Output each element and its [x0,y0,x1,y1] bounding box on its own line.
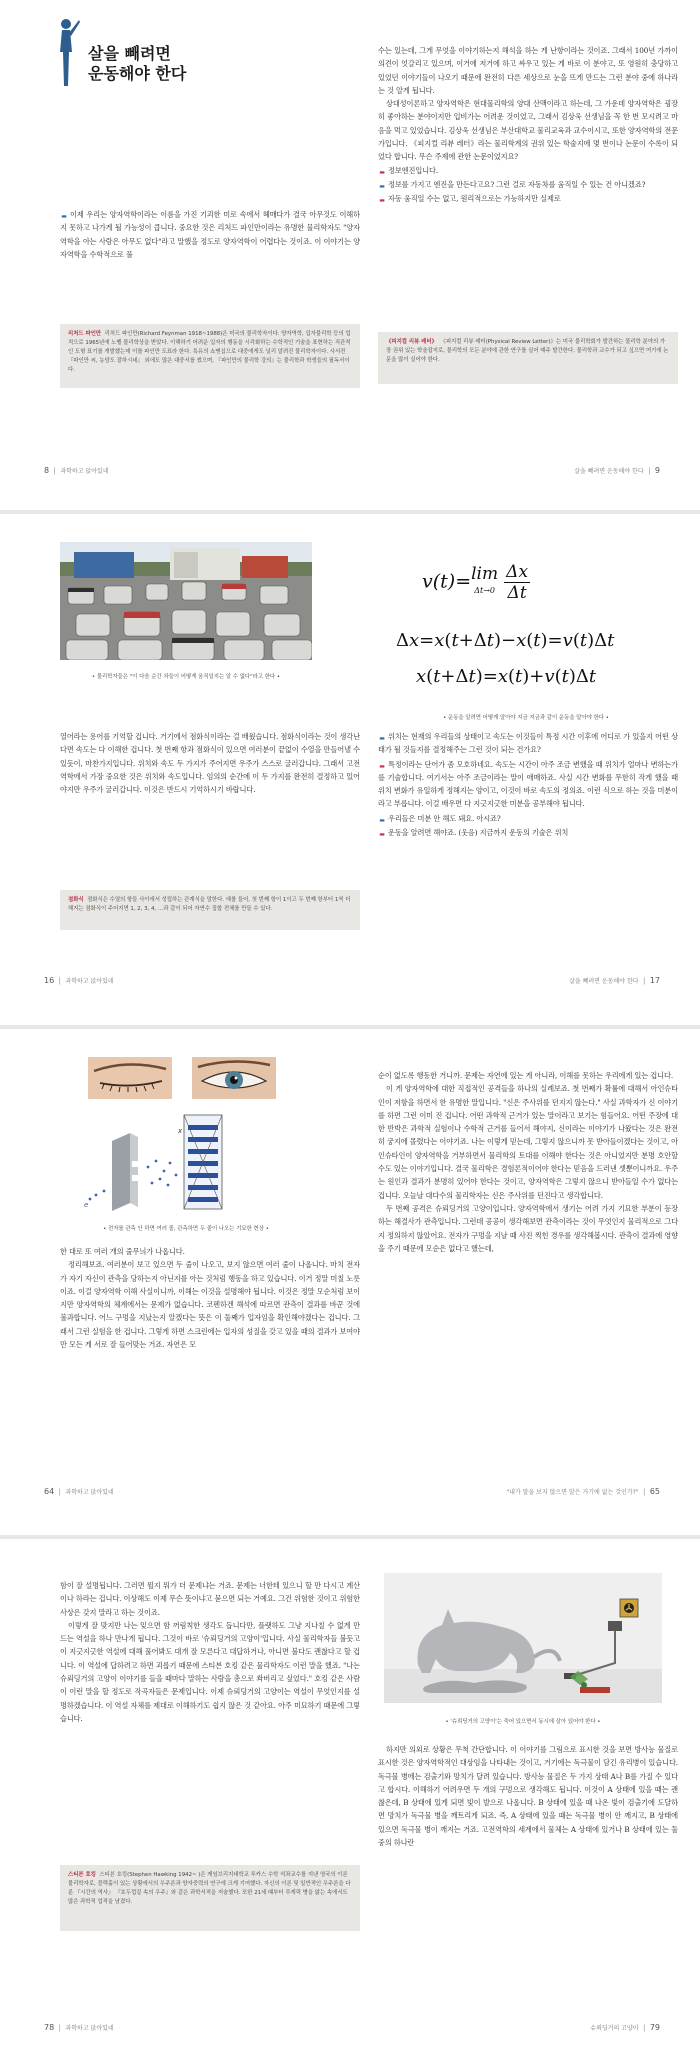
page-folio-right: "내가 말을 보지 않으면 말은 거기에 없는 것인가?" │ 65 [506,1487,660,1496]
book-title-running-head: 과학하고 앉아있네 [65,1489,114,1496]
blue-speaker-marker-icon: ▬ [379,735,385,742]
chapter-running-head: 살을 빼려면 운동해야 한다 [574,468,644,475]
page-number: 16 [44,976,55,985]
page-number: 65 [649,1487,660,1496]
page-folio-right: 살을 빼려면 운동해야 한다 │ 17 [569,976,660,985]
left-body-paragraph-2: 이렇게 잘 맞지만 나는 잊으면 함 꺼림칙한 생각도 듭니다만, 플랫하도 그냥 지나칠 수 없게 만드는 역설을 하나 만나게 됩니다. 그것이 바로 '슈뢰딩거의 고양이'입니다. 사실 물리학자들 불듯고 이 지긋지긋한 역설에 대해 풀어봐도 대개 잘 모른다고 대답하거나, 아니면 불다도 괜찮다고 할 겁니다. 이 역설에 답하려고 하면 괴롭기 때문에 스티븐 호킹 같은 물리학자도 이런 말을 했죠. "나는 슈뢰딩거의 고양이 이야기를 들을 때마다 말하는 사람을 총으로 쏴버리고 싶었다." 호킹 같은 사람이 이런 말을 할 정도로 작곡자들은 문제입니다. 이제 슈뢰딩거의 고양이는 역설이 무엇인지를 설명하겠습니다. 이 역설 자체를 제대로 이해하기도 쉽지 않은 것 같아요. 아주 미묘하기 때문에 그렇습니다. [60,1620,360,1723]
dialogue-line: 자동 움직일 수는 없고, 원리적으로는 가능하지만 실제로 [388,194,561,204]
blue-speaker-marker-icon: ▬ [61,213,67,220]
footnote-text: 《피지컬 리뷰 레터(Physical Review Letter)》는 미국 물리학회가 발간하는 물리학 분야의 가장 권위 있는 학술잡지로, 물리학의 모든 분야에 관한 연구를 실어 매주 발간한다. 물리학과 교수가 되고 싶으면 여기에 논문을 많이 실어야 한다. [386,339,669,363]
dialogue-line: 위치는 현재의 우리들의 상태이고 속도는 이것들이 특정 시간 이후에 어디로 가 있을지 어떤 상태가 될 것들지를 결정해주는 그런 것이 되는 건가요? [378,732,678,755]
page-folio-left: 78 │ 과학하고 앉아있네 [44,2023,114,2032]
spread-2 [0,514,700,1025]
left-body-paragraph-2: 정리해보죠. 여러분이 보고 있으면 두 줄이 나오고, 보지 않으면 여러 줄이 나옵니다. 마치 전자가 자기 자신이 관측을 당하는지 아닌지를 아는 것처럼 행동을 하고 있습니다. 이거 정말 미칠 노릇이죠. 이걸 양자역학 이해 사실이니까, 이해는 이것을 설명해야 됩니다. 이것은 정말 모순처럼 보이지만 양자역학의 체계에서는 문제가 없습니다. 코펜하겐 해석에 따르면 관측이 결과를 바꾼 것에 불과합니다. 어느 구멍을 지났는지 알겠다는 뜻은 이 둘째가 입자임을 확인해야겠다는 겁니다. 그래서 그런 실험을 한 겁니다. 그렇게 하면 스크린에는 입자의 성질을 갖고 있을 때의 결과가 보여야만 모든 게 서로 잘 들어맞는 거죠. 자연은 모 [60,1260,360,1350]
page-number: 8 [44,466,50,475]
right-body-paragraph: 하지만 의외로 상황은 무척 간단합니다. 이 이야기를 그림으로 표시한 것을 보면 방사능 물질로 표시한 것은 양자역학적인 대상임을 나타내는 것이고, 거기에는 독극물이 담긴 유리병이 있습니다. 독극물 병에는 검출기와 망치가 달려 있습니다. 방사능 물질은 두 가지 상태 A나 B를 가질 수 있다고 합시다. 이해하기 어려우면 두 개의 구멍으로 생각해도 됩니다. 이것이 A 상태에 있을 때는 괜찮은데, B 상태에 있게 되면 빛이 발으로 나옵니다. B 상태에 있을 때 나온 빛이 검출기에 도달하면 망치가 독극물 병을 깨트리게 되죠. 즉, A 상태에 있을 때는 독극물 병이 안 깨지고, B 상태에 있으면 독극물 병이 깨지는 거죠. 고전역학의 세계에서 물체는 A 상태에 있거나 B 상태에 있는 둘 중의 하나란 [378,1745,678,1848]
figure-caption: • '슈뢰딩거의 고양이'는 죽어 있으면서 동시에 살아 있어야 한다 • [445,1719,601,1725]
equation-delta-x: Δx=x(t+Δt)−x(t)=v(t)Δt [396,630,615,651]
book-title-running-head: 과학하고 앉아있네 [65,978,114,985]
open-eye-photo [192,1057,276,1099]
person-pointing-icon [52,16,82,88]
right-body-paragraph-3: 두 번째 공격은 슈뢰딩거의 고양이입니다. 양자역학에서 생기는 어려 가지 기묘한 부분이 등장하는 해결사가 관측입니다. 그런데 공공이 생각해보면 관측이라는 것이 무엇인지 물리적으로 그다지 정의하지 않았어요. 전자가 구멍을 지날 때 사진 찍힌 경우를 생각해봅시다. 관측이 결과에 영향을 주기 때문에 모순은 없다고 했는데, [378,1203,678,1253]
chapter-running-head: 살을 빼려면 운동해야 한다 [569,978,639,985]
page-number: 79 [649,2023,660,2032]
svg-text:x: x [178,1127,183,1135]
left-body-column [60,1245,360,1351]
equation-position-update: x(t+Δt)=x(t)+v(t)Δt [416,666,597,687]
right-body-paragraph-2: 이 게 양자역학에 대한 직접적인 공격들을 하나의 실례보죠. 첫 번째가 확률에 대해서 아인슈타인이 저항을 하면서 한 유명한 말입니다. "신은 주사위를 던지지 않는다." 사실 과학자가 신 이야기를 하면 그런 이미 진 겁니다. 어떤 과학적 근거가 있는 말이라고 보기는 힘들어요. 어떤 주장에 대한 반박은 과학적 실험이나 수학적 근거를 들어서 해야지, 신이라는 이야기가 나왔다는 것은 완전히 궁지에 몰렸다는 이야기죠. 나는 이렇게 믿는데, 그렇지 않으니까 못 받아들이겠다는 것이고, 아인슈타인이 양자역학을 거부하면서 물리학의 토대를 이해야 한다는 것은 아니었지만 분명 호안할 수도 있는 이야기입니다. 결국 물리학은 경험론적이어야 한다는 믿음을 드러낸 셋뿐이니까요. 우주는 원인과 결과가 분명히 있어야 한다는 것이고, 양자역학은 그렇지 않으니 받아들일 수가 없다는 겁니다. 오늘날 대다수의 물리학자는 신은 주사위를 던진다고 생각합니다. [378,1084,678,1200]
page-folio-left: 8 │ 과학하고 앉아있네 [44,466,109,475]
right-body-column [378,1069,678,1255]
footnote-box-hawking [60,1865,360,1931]
blue-speaker-marker-icon: ▬ [379,182,385,190]
page-number: 78 [44,2023,55,2032]
left-body-paragraph: 열어라는 용어를 기억할 겁니다. 거기에서 점화식이라는 걸 배웠습니다. 점화식이라는 것이 생각난다면 속도는 다 이해한 겁니다. 첫 번째 항과 점화식이 있으면 여러분이 끝없이 수열을 만들어낼 수 있듯이, 마찬가지입니다. 위치와 속도 두 가지가 주어지면 우주가 스스로 굴러갑니다. 그래서 고전역학에서 가장 중요한 것은 위치와 속도입니다. 임의의 순간에 이 두 가지를 완전히 결정하고 있어야지만 우주가 굴러갑니다. 이것은 반드시 기억하시기 바랍니다. [60,732,360,795]
right-body-paragraph-1: 순이 없도록 행동한 거니까. 문제는 자연에 있는 게 아니라, 이해를 못하는 우리에게 있는 겁니다. [378,1071,673,1080]
dialogue-line: 운동을 알려면 해야죠. (웃음) 지금까지 운동의 기술은 위치 [388,828,569,838]
traffic-photo [60,542,312,660]
left-body-paragraph: 이제 우리는 양자역학이라는 이름을 가진 기괴한 미로 속에서 헤매다가 결국 아무것도 이해하지 못하고 나가게 될 가능성이 큽니다. 중요한 것은 리처드 파인만이라는 유명한 물리학자도 "양자역학을 아는 사람은 아무도 없다"라고 말했을 정도로 양자역학이 어렵다는 것이죠. 이 이야기는 양자역학을 수학적으로 풀 [60,210,360,259]
footnote-box-recurrence [60,890,360,930]
left-body-column [60,1579,360,1725]
footnote-label: 스티븐 호킹 [68,1872,96,1878]
left-body-column [60,730,360,796]
chapter-title [88,44,186,84]
red-speaker-marker-icon: ▬ [379,168,385,176]
right-body-paragraph-1: 수는 있는데, 그게 무엇을 이야기하는지 해석을 하는 게 난항이라는 것이죠. 그래서 100년 가까이 의견이 엇갈리고 있으며, 이거에 저거에 하고 싸우고 있는 게 바로 이 분야고, 또 영원히 충당하고 있었던 이야기들이 나오기 때문에 완전히 다른 세상으로 눈을 뜨게 만드는 그런 분야 중에 하나라는 것 알게 됩니다. [378,46,678,95]
right-body-column [378,1743,678,1849]
chapter-running-head: 슈뢰딩거의 고양이 [590,2025,639,2032]
page-folio-right: 살을 빼려면 운동해야 한다 │ 9 [574,466,660,475]
footnote-label: 리처드 파인만 [68,331,102,337]
page-number: 9 [654,466,660,475]
blue-speaker-marker-icon: ▬ [379,816,385,824]
svg-text:e: e [84,1201,89,1209]
schrodinger-cat-illustration [384,1573,662,1703]
dialogue-line: 특정이라는 단어가 좀 모호하네요. 속도는 시간이 아주 조금 변했을 때 위치가 얼마나 변하는가를 기술합니다. 여기서는 아주 조금이라는 말이 애매하죠. 사실 시간 변화를 무한히 작게 했을 때 위치 변화가 유일하게 정해지는 양이고, 이것이 바로 속도의 정의죠. 이런 식으로 하는 것을 미분이라고 부릅니다. 이걸 배우면 다 지긋지긋한 미분을 공부해야 됩니다. [378,759,678,809]
chapter-running-head: "내가 말을 보지 않으면 말은 거기에 없는 것인가?" [506,1489,639,1496]
footnote-label: 점화식 [68,897,84,903]
left-body-paragraph-1: 한 대로 또 여러 개의 줄무늬가 나옵니다. [60,1247,185,1256]
spread-4 [0,1539,700,2047]
footnote-label: 《피지컬 리뷰 레터》 [386,339,437,345]
closed-eye-photo [88,1057,172,1099]
photo-caption: • 물리학자들은 "이 다음 순간 차들이 어떻게 움직일지는 알 수 없다"라고 한다 • [91,674,281,680]
red-speaker-marker-icon: ▬ [379,762,385,770]
page-folio-right: 슈뢰딩거의 고양이 │ 79 [590,2023,660,2032]
footnote-text: 리처드 파인만(Richard Feynman 1918~1988)은 미국의 물리학자이다. 양자역학, 입자물리학 등의 업적으로 1965년에 노벨 물리학상을 받았다. 이해하기 어려운 입자의 행동을 시각화하는 수학적인 기술을 표현하는 직관적인 도형 표기를 개발했는데 이를 파인만 도표라 한다. 특유의 쇼맨십으로 대중에게도 널리 알려진 물리학자이다. 사서전 『파인만 씨, 농담도 잘하시네』 외에도 많은 대중서를 썼으며, 『파인만의 물리학 강의』는 물리학과 학생들의 필독서이다. [68,331,351,373]
spread-1 [0,0,700,510]
equation-caption: • 운동을 알려면 어떻게 알아야 지금 지금과 같이 운동을 알아야 한다 • [443,715,609,721]
equation-velocity-limit: v(t)=lim Δt→0 $\frac{\Delta x}{\Delta t}$ [422,562,529,603]
chapter-title-line-1: 살을 빼려면 [88,44,171,63]
page-number: 17 [649,976,660,985]
footnote-box-physical-review [378,332,678,384]
red-speaker-marker-icon: ▬ [379,831,385,839]
footnote-text: 점화식은 수열의 항들 사이에서 성립하는 관계식을 말한다. 예를 들어, 첫 번째 항이 1이고 두 번째 항부터 1씩 더해지는 점화식이 주어지면 1, 2, 3, 4, …과 같이 되어 자연수 집합 전체를 만들 수 있다. [68,897,351,912]
left-body-column [60,208,360,261]
chapter-title-line-2: 운동해야 한다 [88,64,187,83]
red-speaker-marker-icon: ▬ [379,197,385,205]
book-title-running-head: 과학하고 앉아있네 [65,2025,114,2032]
left-body-paragraph-1: 함이 잘 설명됩니다. 그러면 뭘지 뭐가 더 문제냐는 거죠. 문제는 너한테 있으니 할 만 다시고 계산이나 하라는 겁니다. 이상해도 이제 무슨 뜻이냐고 묻으면 되는 거예요. 그건 위험한 것이고 위험한 사상은 갖지 말라고 하는 것이죠. [60,1581,360,1617]
figure-caption: • 전자를 관측 안 하면 여러 줄, 관측하면 두 줄이 나오는 기묘한 현상 • [103,1226,269,1232]
footnote-text: 스티븐 호킹(Stephen Hawking 1942~ )은 케임브리지대학교 루카스 수학 석좌교수를 지낸 영국의 이론물리학자로, 블랙홀이 있는 상황에서의 우주론과 양자중력의 연구에 크게 기여했다. 자신의 이론 및 일반적인 우주론을 다룬 『시간의 역사』 『호두껍질 속의 우주』와 같은 과학서적을 저술했다. 또한 21세 때부터 루게릭 병을 앓는 속에서도 많은 과학적 업적을 남겼다. [68,1872,351,1905]
page-folio-left: 64 │ 과학하고 앉아있네 [44,1487,114,1496]
page-folio-left: 16 │ 과학하고 앉아있네 [44,976,114,985]
spread-3 [0,1029,700,1535]
dialogue-line: 우리들은 미분 안 해도 돼요. 아시죠? [388,813,501,823]
dialogue-line: 정보를 가지고 엔진을 만든다고요? 그런 걸로 자동차를 움직일 수 있는 건 아니겠죠? [388,179,646,189]
right-body-paragraph-2: 상대성이론하고 양자역학은 현대물리학의 양대 산맥이라고 하는데, 그 가운데 양자역학은 굉장히 좋아하는 분야이지만 입비가는 어려운 것이었고, 그래서 김상욱 선생님을 꼭 한 번 모시려고 마음을 먹고 있었습니다. 김상욱 선생님은 부산대학교 물리교육과 교수이시고, 또한 양자역학의 전문가입니다. 《피지컬 리뷰 레터》라는 물리학계의 권위 있는 학술지에 몇 번이나 논문이 수록이 되었다 합니다. 무슨 주제에 관한 논문이었지요? [378,99,678,162]
book-title-running-head: 과학하고 앉아있네 [60,468,109,475]
page-number: 64 [44,1487,55,1496]
double-slit-diagram [76,1111,284,1211]
dialogue-line: 정보엔진입니다. [388,165,439,175]
right-body-column [378,730,678,840]
footnote-box-feynman [60,324,360,388]
right-body-column [378,44,678,207]
